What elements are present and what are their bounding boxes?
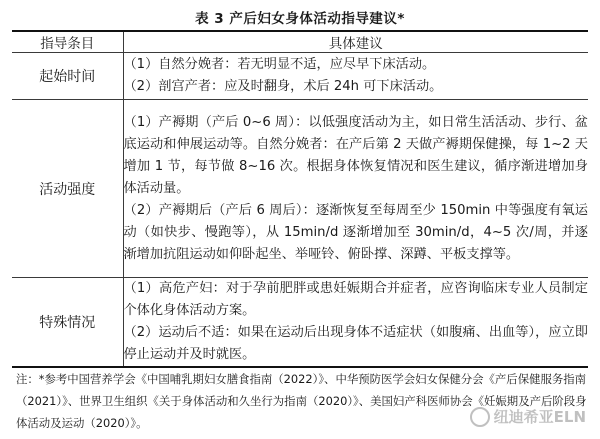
watermark-logo-icon: [470, 407, 490, 427]
column-header-advice: 具体建议: [123, 31, 588, 53]
table-header-row: [12, 31, 588, 53]
advice-line: （1）自然分娩者：若无明显不适，应尽早下床活动。: [123, 57, 436, 72]
row-key: 特殊情况: [12, 278, 123, 368]
table-title: 表 3 产后妇女身体活动指导建议*: [195, 11, 405, 27]
advice-line: （1）产褥期（产后 0~6 周）：以低强度活动为主，如日常生活活动、步行、盆底运动和伸展运动等。自然分娩者：在产后第 2 天做产褥期保健操，每 1~2 天增加 1 节，每节做 8~16 次。根据身体恢复情况和医生建议，循序渐进增加身体活动量。: [123, 114, 588, 196]
advice-line: （2）剖宫产者：应及时翻身，术后 24h 可下床活动。: [123, 79, 443, 94]
column-header-item: 指导条目: [12, 31, 123, 53]
watermark-text: 纽迪希亚ELN: [493, 408, 586, 426]
footnote-text: 注：*参考中国营养学会《中国哺乳期妇女膳食指南（2022）》、中华预防医学会妇女保健分会《产后保健服务指南（2021）》、世界卫生组织《关于身体活动和久坐行为指南（2020）》、美国妇产科医师协会《妊娠期及产后阶段身体活动及运动（2020）》。: [16, 372, 587, 430]
row-key: 起始时间: [12, 53, 123, 100]
advice-line: （2）产褥期后（产后 6 周后）：逐渐恢复至每周至少 150min 中等强度有氧运动（如快步、慢跑等），从 15min/d 逐渐增加至 30min/d，4~5 次/周，并逐渐增加抗阻运动如仰卧起坐、举哑铃、俯卧撑、深蹲、平板支撑等。: [123, 202, 588, 262]
row-advice: [123, 100, 588, 278]
row-advice: [123, 53, 588, 100]
table-row: [12, 100, 588, 278]
table-row: [12, 53, 588, 100]
advice-line: （2）运动后不适：如果在运动后出现身体不适症状（如腹痛、出血等），应立即停止运动并及时就医。: [123, 325, 588, 362]
row-advice: [123, 278, 588, 368]
table-row: [12, 278, 588, 368]
advice-line: （1）高危产妇：对于孕前肥胖或患妊娠期合并症者，应咨询临床专业人员制定个体化身体活动方案。: [123, 281, 588, 318]
row-key: 活动强度: [12, 100, 123, 278]
watermark: [470, 406, 586, 427]
guidance-table: [12, 30, 588, 368]
